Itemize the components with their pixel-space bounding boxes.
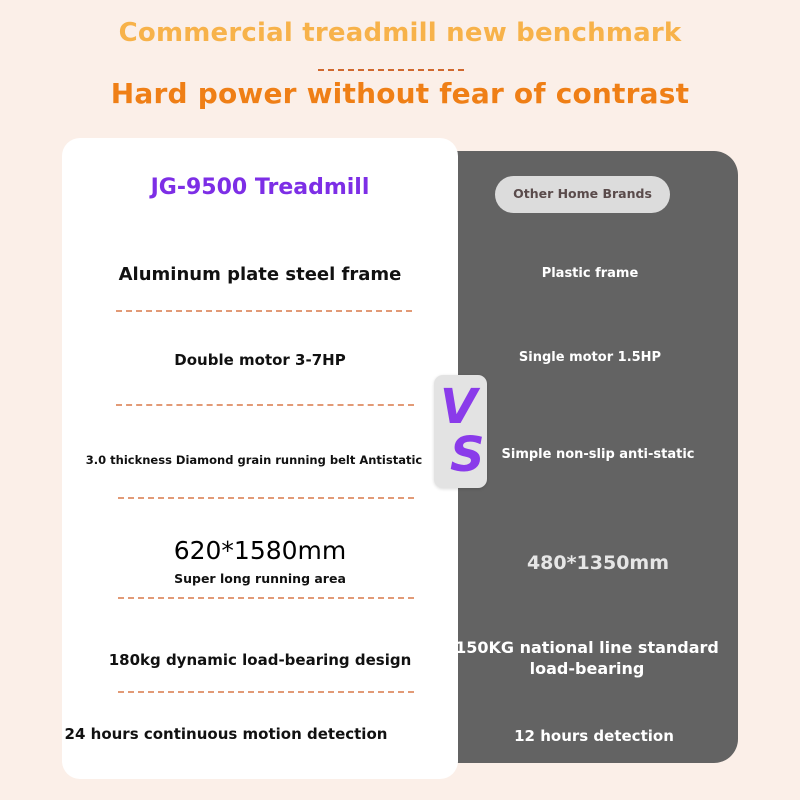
product-feature-load: 180kg dynamic load-bearing design xyxy=(108,651,412,669)
product-title: JG-9500 Treadmill xyxy=(150,175,370,200)
product-feature-area: 620*1580mm xyxy=(173,536,347,565)
competitor-feature-load: 150KG national line standard load-bearing xyxy=(455,638,719,678)
product-feature-motor: Double motor 3-7HP xyxy=(174,351,346,369)
competitor-badge: Other Home Brands xyxy=(495,176,670,213)
row-divider xyxy=(118,497,414,499)
product-feature-belt: 3.0 thickness Diamond grain running belt Antistatic xyxy=(85,453,423,467)
competitor-feature-frame: Plastic frame xyxy=(541,266,639,281)
product-feature-frame: Aluminum plate steel frame xyxy=(118,264,402,285)
row-divider xyxy=(116,310,412,312)
competitor-feature-motor: Single motor 1.5HP xyxy=(518,350,662,365)
competitor-feature-belt: Simple non-slip anti-static xyxy=(501,447,695,462)
competitor-feature-detection: 12 hours detection xyxy=(514,727,674,745)
product-area-caption: Super long running area xyxy=(174,571,346,586)
vs-badge xyxy=(434,375,487,488)
product-feature-detection: 24 hours continuous motion detection xyxy=(64,725,388,743)
row-divider xyxy=(118,691,414,693)
headline-divider xyxy=(318,69,464,71)
vs-letter-v: V xyxy=(440,379,478,435)
headline-title: Commercial treadmill new benchmark xyxy=(118,18,682,48)
competitor-feature-area: 480*1350mm xyxy=(526,552,670,574)
headline-subtitle: Hard power without fear of contrast xyxy=(110,77,690,110)
vs-letter-s: S xyxy=(450,427,485,483)
row-divider xyxy=(116,404,414,406)
row-divider xyxy=(118,597,414,599)
